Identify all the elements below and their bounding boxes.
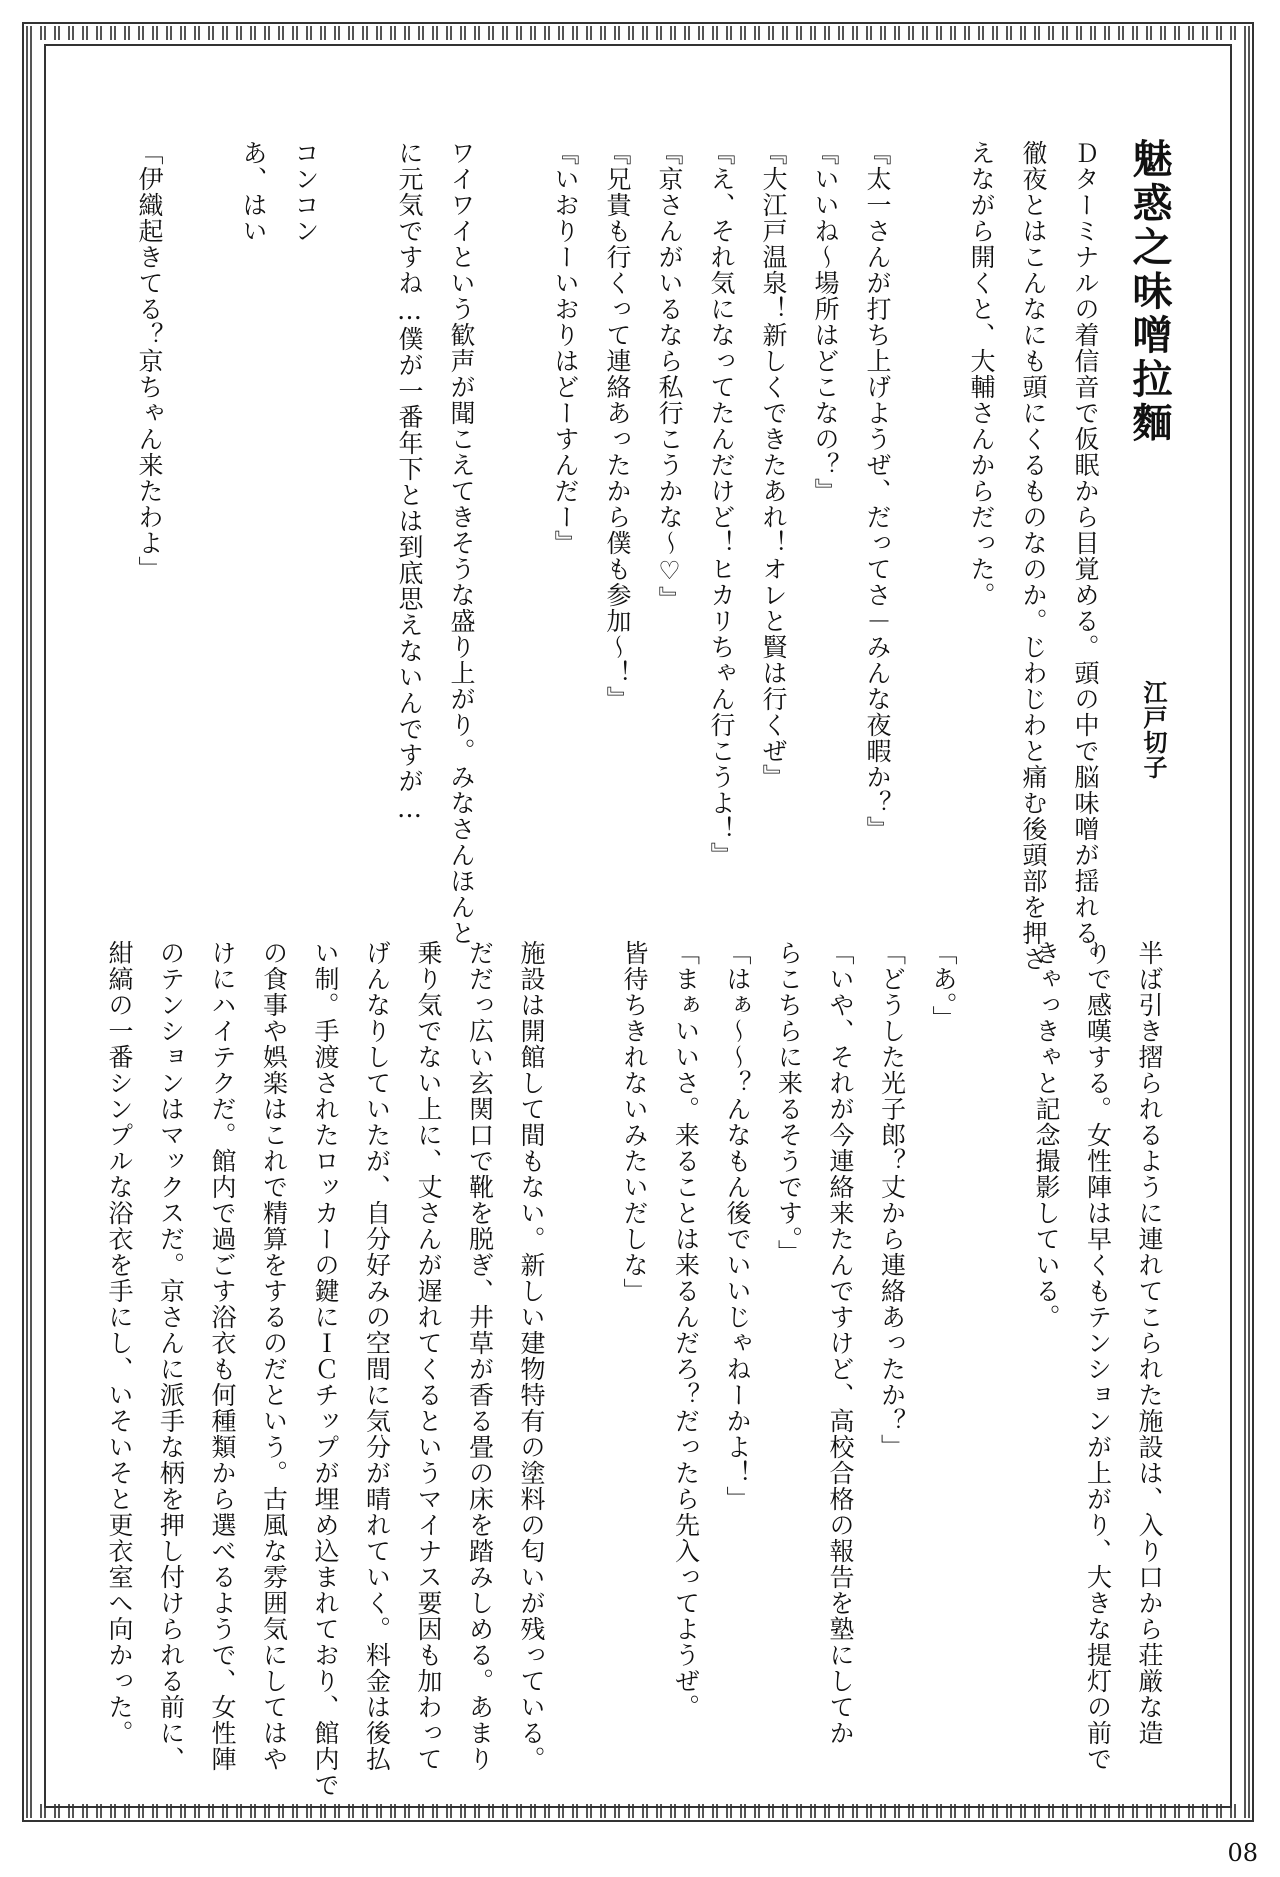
text-column: 『太一さんが打ち上げようぜ、だってさ－みんな夜暇か？』 (863, 140, 892, 842)
text-column: 「伊織起きてる？京ちゃん来たわよ」 (135, 140, 164, 582)
text-column: 『いいね～場所はどこなの？』 (811, 140, 840, 504)
text-column: きゃっきゃと記念撮影している。 (1032, 940, 1061, 1330)
text-column: らこちらに来るそうです。」 (774, 940, 804, 1266)
text-column: Ｄターミナルの着信音で仮眠から目覚める。頭の中で脳味噌が揺れる。 (1071, 140, 1100, 972)
text-column: 『え、それ気になってたんだけど！ヒカリちゃん行こうよ！』 (707, 140, 736, 868)
story-title: 魅惑之味噌拉麵 (1126, 138, 1173, 446)
text-column: に元気ですね…僕が一番年下とは到底思えないんですが… (395, 140, 424, 824)
text-column: 「どうした光子郎？丈から連絡あったか？」 (877, 940, 907, 1460)
text-column: い制。手渡されたロッカーの鍵にＩＣチップが埋め込まれており、館内で (311, 940, 340, 1798)
text-column: 皆待ちきれないみたいだしな」 (620, 940, 649, 1304)
text-column: 「まぁいいさ。来ることは来るんだろ？だったら先入ってようぜ。 (671, 940, 701, 1720)
text-column: 『大江戸温泉！新しくできたあれ！オレと賢は行くぜ』 (759, 140, 788, 790)
story-author: 江戸切子 (1139, 680, 1168, 780)
text-column: だだっ広い玄関口で靴を脱ぎ、井草が香る畳の床を踏みしめる。あまり (465, 940, 495, 1772)
text-column: 施設は開館して間もない。新しい建物特有の塗料の匂いが残っている。 (517, 940, 546, 1772)
text-column: ワイワイという歓声が聞こえてきそうな盛り上がり。みなさんほんと (447, 140, 476, 946)
text-column: けにハイテクだ。館内で過ごす浴衣も何種類から選べるようで、女性陣 (208, 940, 237, 1772)
text-column: りで感嘆する。女性陣は早くもテンションが上がり、大きな提灯の前で (1083, 940, 1113, 1772)
text-column: 「あ。」 (929, 940, 958, 1032)
text-column: 乗り気でない上に、丈さんが遅れてくるというマイナス要因も加わって (414, 940, 443, 1772)
text-column: 「はぁ～～？んなもん後でいいじゃねーかよ！」 (723, 940, 752, 1512)
text-column: 『兄貴も行くって連絡あったから僕も参加～！』 (603, 140, 632, 712)
text-column: のテンションはマックスだ。京さんに派手な柄を押し付けられる前に、 (156, 940, 186, 1772)
page-number: 08 (1227, 1839, 1258, 1867)
text-column: えながら開くと、大輔さんからだった。 (967, 140, 996, 608)
text-column: げんなりしていたが、自分好みの空間に気分が晴れていく。料金は後払 (362, 940, 392, 1772)
text-column: 紺縞の一番シンプルな浴衣を手にし、いそいそと更衣室へ向かった。 (105, 940, 134, 1746)
text-column: 『京さんがいるなら私行こうかな～♡』 (655, 140, 684, 612)
text-column: の食事や娯楽はこれで精算をするのだという。古風な雰囲気にしてはや (259, 940, 289, 1772)
novel-page (60, 60, 1216, 1798)
text-column: 徹夜とはこんなにも頭にくるものなのか。じわじわと痛む後頭部を押さ (1019, 140, 1048, 972)
text-column: 「いや、それが今連絡来たんですけど、高校合格の報告を塾にしてか (826, 940, 855, 1746)
text-column: あ、はい (239, 140, 268, 244)
text-column: 『いおりーいおりはどーすんだー』 (551, 140, 580, 556)
text-column: 半ば引き摺られるように連れてこられた施設は、入り口から荘厳な造 (1135, 940, 1164, 1746)
text-column: コンコン (291, 140, 320, 244)
